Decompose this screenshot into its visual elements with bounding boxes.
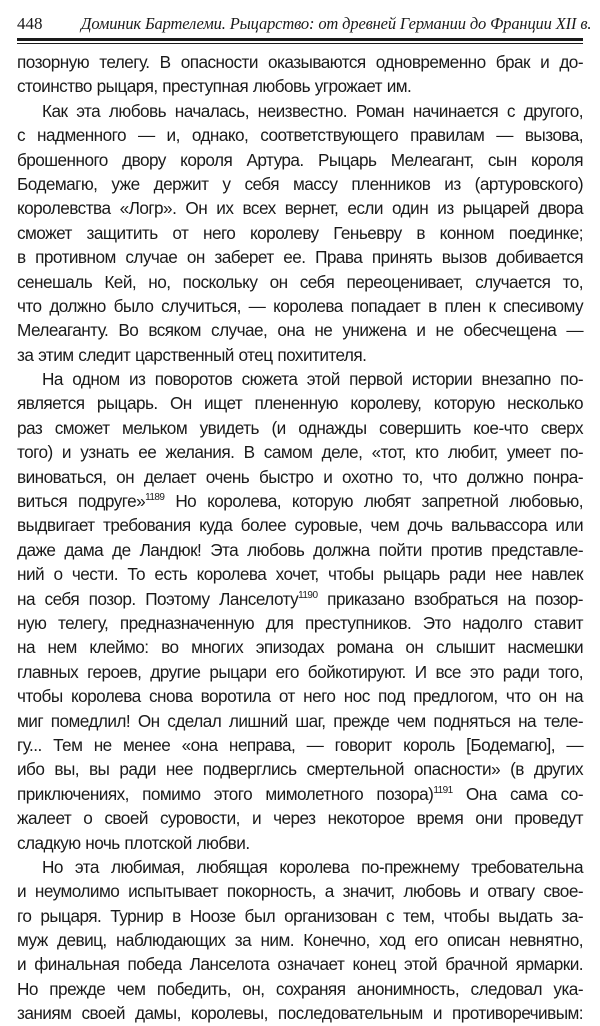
text-line: брошенного двору короля Артура. Рыцарь Мелеагант, сын короля: [17, 149, 583, 170]
text-fragment: виться подруге»: [17, 491, 146, 512]
text-line: сенешаль Кей, но, поскольку он себя переоценивает, случается то,: [17, 271, 583, 292]
text-line: жалеет о своей суровости, и через некоторое время они проведут: [17, 808, 583, 829]
text-line: и неумолимо испытывает покорность, а значит, любовь и отвагу свое-: [17, 881, 583, 902]
text-line: главных героев, другие рыцари его бойкотируют. И все это ради того,: [17, 661, 583, 682]
text-line: стоинство рыцаря, преступная любовь угрожает им.: [17, 76, 412, 97]
text-line: Мелеаганту. Во всяком случае, она не унижена и не обесчещена —: [17, 320, 583, 341]
footnote-ref-1191[interactable]: 1191: [433, 784, 453, 796]
text-line: ибо вы, вы ради нее подверглись смертельной опасности» (в других: [17, 759, 583, 780]
text-line-with-footnote: [17, 587, 583, 611]
text-line: является рыцарь. Он ищет плененную королеву, которую несколько: [17, 393, 583, 414]
footnote-ref-1189[interactable]: 1189: [145, 492, 165, 504]
running-title: Доминик Бартелеми. Рыцарство: от древней Германии до Франции XII в.: [81, 14, 592, 33]
text-line: миг помедлил! Он сделал лишний шаг, прежде чем подняться на теле-: [17, 710, 583, 731]
text-line: на нем клеймо: во многих эпизодах романа он слышит насмешки: [17, 637, 583, 658]
text-fragment: приключениях, помимо этого мимолетного позора): [17, 783, 434, 804]
text-line-with-footnote: [17, 782, 583, 806]
footnote-ref-1190[interactable]: 1190: [298, 589, 318, 601]
text-line: королевства «Логр». Он их всех вернет, если один из рыцарей двора: [17, 198, 583, 219]
text-line-with-footnote: [17, 489, 583, 513]
text-line: Но эта любимая, любящая королева по-прежнему требовательна: [42, 856, 583, 877]
text-line: даже дама де Ландюк! Эта любовь должна пойти против представле-: [17, 539, 583, 560]
text-line: в противном случае он заберет ее. Права принять вызов добивается: [17, 247, 583, 268]
text-line: заниям своей дамы, королевы, последовательным и противоречивым:: [17, 1003, 583, 1024]
text-line: Бодемагю, уже держит у себя массу пленников из (артуровского): [17, 173, 583, 194]
text-line: позорную телегу. В опасности оказываются одновременно брак и до-: [17, 52, 583, 72]
text-line: сладкую ночь плотской любви.: [17, 832, 250, 853]
text-line: гу... Тем не менее «она неправа, — говорит король [Бодемагю], —: [17, 734, 583, 755]
text-line: муж девиц, наблюдающих за ним. Конечно, ход его описан невнятно,: [17, 930, 583, 951]
page-number: 448: [17, 14, 43, 33]
text-fragment: на себя позор. Поэтому Ланселоту: [17, 588, 299, 609]
header-rule-thick: [17, 38, 583, 41]
text-line: ную телегу, предназначенную для преступников. Это надолго ставит: [17, 612, 583, 633]
text-line: с надменного — и, однако, соответствующего правилам — вызова,: [17, 125, 583, 146]
text-line: ний о чести. То есть королева хочет, чтобы рыцарь ради нее навлек: [17, 564, 583, 585]
text-line: за этим следит царственный отец похитителя.: [17, 344, 367, 365]
page-body: [17, 50, 583, 1026]
text-line: выдвигает требования куда более суровые, чем дочь вальвассора или: [17, 515, 583, 536]
text-line: виноваться, он делает очень быстро и охотно то, что должно понра-: [17, 466, 583, 487]
header-rule-thin: [17, 43, 583, 44]
text-fragment: Но королева, которую любят запретной любовью,: [164, 491, 583, 512]
text-line: сможет защитить от него королеву Геньевру в конном поединке;: [17, 222, 583, 243]
running-header: [17, 8, 592, 38]
text-line: раз сможет мельком увидеть (и однажды совершить кое-что сверх: [17, 417, 583, 438]
text-line: того) и узнать ее желания. В самом деле, «тот, кто любит, умеет по-: [17, 442, 583, 463]
text-line: Как эта любовь началась, неизвестно. Роман начинается с другого,: [42, 100, 583, 121]
text-line: чтобы королева снова воротила от него нос под предлогом, что он на: [17, 686, 583, 707]
text-fragment: приказано взобраться на позор-: [317, 588, 583, 609]
text-line: что должно было случиться, — королева попадает в плен к спесивому: [17, 295, 583, 316]
text-fragment: Она сама со-: [452, 783, 583, 804]
text-line: и финальная победа Ланселота означает конец этой брачной ярмарки.: [17, 954, 583, 975]
text-line: На одном из поворотов сюжета этой первой истории внезапно по-: [42, 369, 583, 390]
text-line: Но прежде чем победить, он, сохраняя анонимность, следовал ука-: [17, 978, 583, 999]
text-line: го рыцаря. Турнир в Ноозе был организован с тем, чтобы выдать за-: [17, 905, 583, 926]
